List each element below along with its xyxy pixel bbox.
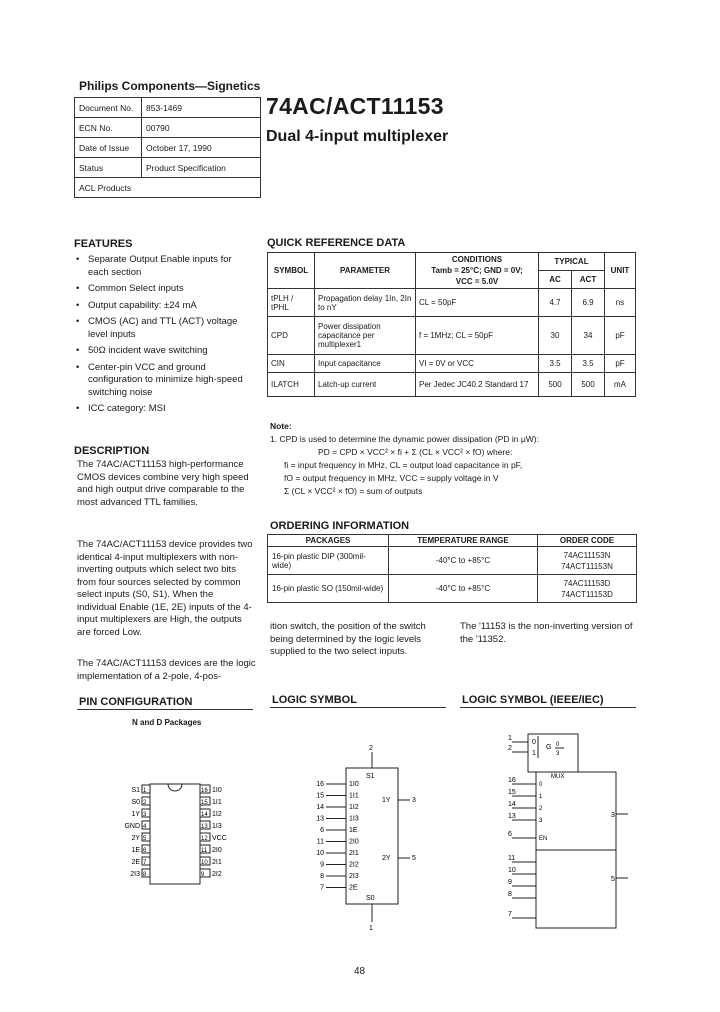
enable-pin: 6 — [508, 831, 512, 838]
pin-label: 1E — [131, 847, 140, 854]
select-pin: 2 — [508, 745, 512, 752]
g-frac-bot: 3 — [556, 751, 560, 757]
input-pin: 9 — [320, 861, 324, 869]
qrd-act: 500 — [572, 373, 605, 397]
pin-number: 13 — [201, 824, 208, 830]
pin-label: 1I1 — [212, 799, 222, 806]
input-label: 2I2 — [349, 861, 359, 869]
qrd-unit: ns — [605, 289, 636, 317]
part-number-title: 74AC/ACT11153 — [266, 93, 444, 119]
doc-key: ACL Products — [75, 178, 261, 198]
note-line: fO = output frequency in MHz, VCC = supply voltage in V — [284, 473, 499, 483]
note-line: PD = CPD × VCC² × fi + Σ (CL × VCC² × fO) where: — [318, 447, 513, 457]
ord-row — [268, 547, 637, 575]
qrd-row — [268, 289, 636, 317]
col-conditions — [416, 253, 539, 289]
qrd-unit: mA — [605, 373, 636, 397]
pin-number: 2 — [143, 800, 147, 806]
qrd-ac: 500 — [539, 373, 572, 397]
ord-row — [268, 575, 637, 603]
qrd-conditions: VI = 0V or VCC — [416, 355, 539, 373]
input-pin: 16 — [508, 777, 516, 784]
input-label: 0 — [539, 782, 543, 788]
output-pin: 5 — [412, 855, 416, 862]
pin-number: 14 — [201, 812, 208, 818]
section-rule — [77, 709, 253, 710]
input-label: 2E — [349, 884, 358, 892]
input-pin: 11 — [508, 855, 516, 862]
input-pin: 8 — [508, 891, 512, 898]
doc-value: 00790 — [142, 118, 261, 138]
pin-number: 6 — [143, 848, 147, 854]
col-symbol: SYMBOL — [268, 253, 315, 289]
note-line: Σ (CL × VCC² × fO) = sum of outputs — [284, 486, 423, 496]
pin-label: 1I0 — [212, 787, 222, 794]
pin-number: 4 — [143, 824, 147, 830]
input-pin: 13 — [508, 813, 516, 820]
qrd-header-row — [268, 253, 636, 271]
qrd-symbol: CPD — [268, 317, 315, 355]
qrd-conditions: f = 1MHz; CL = 50pF — [416, 317, 539, 355]
feature-item: • Separate Output Enable inputs for each section — [74, 254, 254, 279]
document-info-table — [74, 97, 261, 198]
feature-item: • Center-pin VCC and ground configuration to minimize high-speed switching noise — [74, 362, 254, 400]
ord-code: 74AC11153N — [563, 550, 611, 560]
section-rule — [460, 707, 636, 708]
ord-code: 74ACT11153N — [561, 561, 613, 571]
input-label: 1I0 — [349, 781, 359, 788]
ord-package: 16-pin plastic DIP (300mil-wide) — [268, 547, 389, 575]
pin-label: GND — [124, 823, 140, 830]
quick-reference-heading: QUICK REFERENCE DATA — [267, 237, 406, 249]
input-pin: 15 — [316, 792, 324, 800]
conditions-line2: VCC = 5.0V — [455, 277, 499, 286]
col-parameter: PARAMETER — [315, 253, 416, 289]
input-pin: 6 — [320, 827, 324, 834]
feature-item: • 50Ω incident wave switching — [74, 345, 254, 358]
features-list — [74, 254, 254, 416]
qrd-ac: 30 — [539, 317, 572, 355]
doc-key: ECN No. — [75, 118, 142, 138]
pin-label: 2E — [131, 859, 140, 866]
qrd-act: 34 — [572, 317, 605, 355]
doc-key: Document No. — [75, 98, 142, 118]
pin-number: 5 — [143, 836, 147, 842]
pin-config-subheading: N and D Packages — [132, 718, 202, 727]
output-pin: 3 — [611, 812, 615, 819]
qrd-unit: pF — [605, 317, 636, 355]
input-pin: 13 — [316, 815, 324, 823]
input-label: 2I3 — [349, 873, 359, 880]
pin-label: 2I2 — [212, 871, 222, 878]
doc-row-status — [75, 158, 261, 178]
description-heading: DESCRIPTION — [74, 445, 150, 457]
description-p3: The 74AC/ACT11153 devices are the logic implementation of a 2-pole, 4-pos- — [77, 658, 256, 682]
input-pin: 14 — [316, 804, 324, 811]
enable-label: EN — [539, 836, 548, 842]
features-heading: FEATURES — [74, 238, 133, 250]
pin-label: S0 — [131, 799, 140, 806]
col-act: ACT — [572, 271, 605, 289]
pin-number: 10 — [201, 860, 208, 866]
mux-label: MUX — [551, 774, 565, 780]
col-unit: UNIT — [605, 253, 636, 289]
ordering-table — [267, 534, 637, 603]
pin-number: 16 — [201, 788, 208, 794]
dip-package-diagram — [110, 780, 240, 890]
qrd-symbol: tPLH / tPHL — [268, 289, 315, 317]
pin-label: 2I0 — [212, 847, 222, 854]
doc-row-ecn — [75, 118, 261, 138]
pin-label: 2I1 — [212, 859, 222, 866]
part-description: Dual 4-input multiplexer — [266, 128, 449, 145]
quick-reference-table — [267, 252, 636, 397]
input-pin: 11 — [316, 838, 324, 846]
notes-heading: Note: — [270, 421, 292, 431]
pin-config-heading: PIN CONFIGURATION — [79, 696, 193, 708]
bottom-label: S0 — [366, 895, 375, 902]
logic-symbol-diagram — [300, 740, 430, 940]
pin-number: 12 — [201, 836, 208, 842]
qrd-unit: pF — [605, 355, 636, 373]
pin-label: 1I2 — [212, 811, 222, 818]
input-pin: 15 — [508, 789, 516, 796]
pin-label: 1Y — [131, 811, 140, 818]
pin-number: 9 — [201, 872, 205, 878]
pin-number: 3 — [143, 812, 147, 818]
ic-notch — [168, 784, 182, 791]
top-label: S1 — [366, 773, 375, 780]
qrd-row — [268, 355, 636, 373]
ord-temp: -40°C to +85°C — [389, 575, 538, 603]
output-label: 1Y — [382, 797, 391, 804]
input-pin: 10 — [508, 867, 516, 874]
input-label: 1 — [539, 794, 543, 800]
output-label: 2Y — [382, 855, 391, 862]
conditions-label: CONDITIONS — [451, 255, 503, 264]
ord-code: 74ACT11153D — [561, 589, 613, 599]
feature-item: • ICC category: MSI — [74, 403, 254, 416]
input-label: 2I1 — [349, 850, 359, 857]
qrd-symbol: CIN — [268, 355, 315, 373]
doc-key: Status — [75, 158, 142, 178]
doc-row-date — [75, 138, 261, 158]
pin-number: 15 — [201, 800, 208, 806]
qrd-conditions: Per Jedec JC40.2 Standard 17 — [416, 373, 539, 397]
section-rule — [270, 707, 446, 708]
pin-label: 2Y — [131, 835, 140, 842]
description-p1: The 74AC/ACT11153 high-performance CMOS devices combine very high speed and high output drive comparable to the most advanced TTL families. — [77, 459, 249, 508]
doc-value: 853-1469 — [142, 98, 261, 118]
input-pin: 10 — [316, 850, 324, 857]
pin-number: 11 — [201, 848, 208, 854]
qrd-row — [268, 373, 636, 397]
feature-item: • Common Select inputs — [74, 283, 254, 296]
pin-label: S1 — [131, 787, 140, 794]
input-pin: 7 — [320, 884, 324, 892]
ordering-heading: ORDERING INFORMATION — [270, 520, 410, 532]
doc-key: Date of Issue — [75, 138, 142, 158]
description-p3-continued: ition switch, the position of the switch being determined by the logic levels supplied to the two select inputs. — [270, 621, 426, 657]
qrd-act: 3.5 — [572, 355, 605, 373]
input-label: 1I3 — [349, 815, 359, 823]
output-pin: 5 — [611, 876, 615, 883]
qrd-row — [268, 317, 636, 355]
logic-inputs — [316, 781, 359, 892]
input-label: 3 — [539, 818, 543, 824]
output-pin: 3 — [412, 797, 416, 804]
input-label: 1E — [349, 827, 358, 834]
ord-header-row — [268, 535, 637, 547]
input-label: 2 — [539, 806, 543, 812]
g-label: G — [546, 744, 552, 751]
input-pin: 14 — [508, 801, 516, 808]
doc-value: Product Specification — [142, 158, 261, 178]
qrd-ac: 4.7 — [539, 289, 572, 317]
input-label: 1I1 — [349, 792, 359, 800]
doc-row-number — [75, 98, 261, 118]
input-pin: 9 — [508, 879, 512, 886]
logic-symbol-heading: LOGIC SYMBOL — [272, 694, 357, 706]
pin-label: VCC — [212, 835, 227, 842]
g-frac-top: 0 — [556, 742, 560, 748]
company-name: Philips Components—Signetics — [79, 79, 261, 93]
qrd-ac: 3.5 — [539, 355, 572, 373]
col-ac: AC — [539, 271, 572, 289]
ord-codes — [538, 547, 637, 575]
bottom-pin: 1 — [369, 925, 373, 932]
input-label: 1I2 — [349, 804, 359, 811]
ieee-symbol-diagram — [498, 728, 648, 943]
input-pin: 16 — [316, 781, 324, 788]
ord-codes — [538, 575, 637, 603]
feature-item: • CMOS (AC) and TTL (ACT) voltage level inputs — [74, 316, 254, 341]
col-packages: PACKAGES — [268, 535, 389, 547]
features-list-container — [74, 254, 254, 420]
pin-label: 2I3 — [130, 871, 140, 878]
right-pins — [200, 785, 227, 878]
pin-number: 7 — [143, 860, 147, 866]
page-number: 48 — [354, 966, 366, 977]
select-pin: 1 — [508, 735, 512, 742]
ieee-inputs — [508, 777, 547, 918]
pin-number: 1 — [143, 788, 147, 794]
note-line: fi = input frequency in MHz, CL = output load capacitance in pF, — [284, 460, 523, 470]
qrd-parameter: Input capacitance — [315, 355, 416, 373]
note-line: 1. CPD is used to determine the dynamic power dissipation (PD in μW): — [270, 434, 539, 444]
select-label: 0 — [532, 739, 536, 746]
description-p2: The 74AC/ACT11153 device provides two identical 4-input multiplexers with non-inverting outputs which select two bits from four sources selected by common select inputs (S0, S1). When the individual Enable (1E, 2E) inputs of the 4-input multiplexers are High, the outputs are forced Low. — [77, 539, 253, 638]
input-label: 2I0 — [349, 838, 359, 846]
enable-pin: 7 — [508, 911, 512, 918]
col-temperature: TEMPERATURE RANGE — [389, 535, 538, 547]
ord-temp: -40°C to +85°C — [389, 547, 538, 575]
qrd-parameter: Propagation delay 1In, 2In to nY — [315, 289, 416, 317]
qrd-notes — [270, 420, 650, 498]
conditions-line1: Tamb = 25°C; GND = 0V; — [431, 266, 523, 275]
top-pin: 2 — [369, 745, 373, 752]
input-pin: 8 — [320, 873, 324, 880]
left-pins — [124, 785, 150, 878]
pin-label: 1I3 — [212, 823, 222, 830]
col-order-code: ORDER CODE — [538, 535, 637, 547]
qrd-parameter: Power dissipation capacitance per multiplexer1 — [315, 317, 416, 355]
ord-code: 74AC11153D — [563, 578, 611, 588]
doc-value: October 17, 1990 — [142, 138, 261, 158]
doc-row-acl — [75, 178, 261, 198]
ic-body — [150, 784, 200, 884]
col-typical: TYPICAL — [539, 253, 605, 271]
qrd-symbol: ILATCH — [268, 373, 315, 397]
feature-item: • Output capability: ±24 mA — [74, 300, 254, 313]
ord-package: 16-pin plastic SO (150mil-wide) — [268, 575, 389, 603]
qrd-parameter: Latch-up current — [315, 373, 416, 397]
ieee-symbol-heading: LOGIC SYMBOL (IEEE/IEC) — [462, 694, 604, 706]
pin-number: 8 — [143, 872, 147, 878]
select-label: 1 — [532, 750, 536, 757]
qrd-conditions: CL = 50pF — [416, 289, 539, 317]
description-p4: The '11153 is the non-inverting version of the '11352. — [460, 621, 633, 645]
qrd-act: 6.9 — [572, 289, 605, 317]
